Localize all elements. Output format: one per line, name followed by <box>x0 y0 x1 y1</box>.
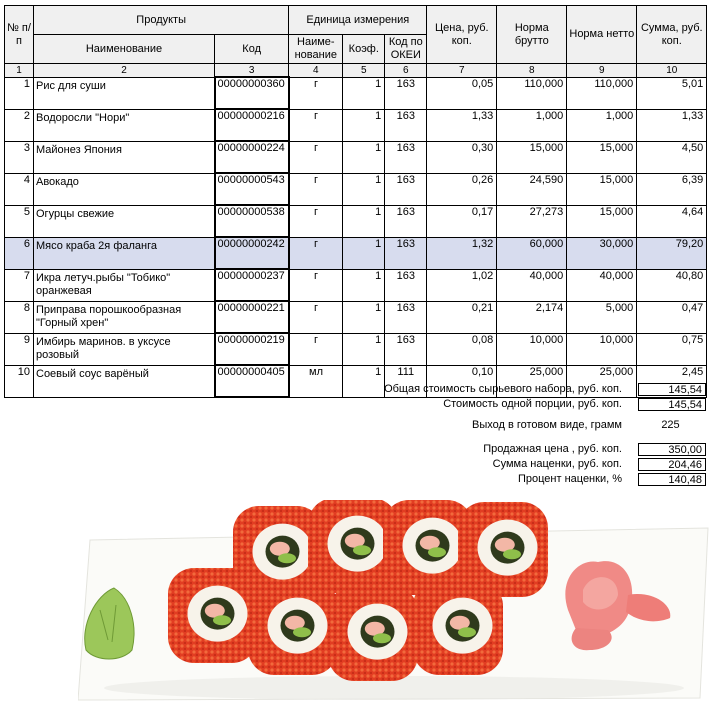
header-sum: Сумма, руб. коп. <box>637 6 707 64</box>
price-cell[interactable]: 0,10 <box>427 365 497 397</box>
unit-name[interactable]: г <box>289 173 343 205</box>
price-cell[interactable]: 0,05 <box>427 77 497 109</box>
row-number[interactable]: 1 <box>5 77 34 109</box>
yield-row <box>472 418 706 432</box>
ingredient-code[interactable]: 00000000360 <box>215 77 289 109</box>
unit-coef[interactable]: 1 <box>343 365 385 397</box>
row-number[interactable]: 5 <box>5 205 34 237</box>
column-number: 4 <box>289 64 343 78</box>
gross-cell[interactable]: 110,000 <box>497 77 567 109</box>
price-cell[interactable]: 1,33 <box>427 109 497 141</box>
column-number: 6 <box>385 64 427 78</box>
net-cell[interactable]: 15,000 <box>567 205 637 237</box>
column-number: 1 <box>5 64 34 78</box>
sum-cell[interactable]: 5,01 <box>637 77 707 109</box>
gross-cell[interactable]: 27,273 <box>497 205 567 237</box>
unit-coef[interactable]: 1 <box>343 269 385 301</box>
okei-code[interactable]: 163 <box>385 237 427 269</box>
ingredient-name[interactable]: Икра летуч.рыбы "Тобико" оранжевая <box>34 269 215 301</box>
markup-sum-value[interactable]: 204,46 <box>638 458 706 471</box>
sushi-roll <box>168 568 258 663</box>
yield-label: Выход в готовом виде, грамм <box>471 419 622 431</box>
sushi-roll <box>413 580 503 675</box>
unit-name[interactable]: г <box>289 269 343 301</box>
okei-code[interactable]: 163 <box>385 301 427 333</box>
ingredient-code[interactable]: 00000000219 <box>215 333 289 365</box>
unit-name[interactable]: г <box>289 301 343 333</box>
price-cell[interactable]: 0,21 <box>427 301 497 333</box>
sushi-roll <box>328 586 418 681</box>
total-cost-row <box>384 382 706 396</box>
unit-name[interactable]: г <box>289 205 343 237</box>
unit-coef[interactable]: 1 <box>343 205 385 237</box>
header-coef: Коэф. <box>343 35 385 64</box>
okei-code[interactable]: 163 <box>385 269 427 301</box>
sushi-roll <box>248 580 338 675</box>
ingredient-name[interactable]: Приправа порошкообразная "Горный хрен" <box>34 301 215 333</box>
ingredient-name[interactable]: Авокадо <box>34 173 215 205</box>
ingredient-code[interactable]: 00000000221 <box>215 301 289 333</box>
ingredient-code[interactable]: 00000000216 <box>215 109 289 141</box>
okei-code[interactable]: 111 <box>385 365 427 397</box>
okei-code[interactable]: 163 <box>385 173 427 205</box>
ingredient-name[interactable]: Соевый соус варёный <box>34 365 215 397</box>
row-number[interactable]: 7 <box>5 269 34 301</box>
unit-name[interactable]: г <box>289 77 343 109</box>
header-no: № п/п <box>5 6 34 64</box>
net-cell[interactable]: 25,000 <box>567 365 637 397</box>
sum-cell[interactable]: 6,39 <box>637 173 707 205</box>
table-row[interactable] <box>5 173 707 205</box>
ingredient-name[interactable]: Водоросли "Нори" <box>34 109 215 141</box>
price-cell[interactable]: 0,30 <box>427 141 497 173</box>
total-cost-value[interactable]: 145,54 <box>638 383 706 396</box>
sushi-rolls-photo <box>78 500 712 705</box>
net-cell[interactable]: 110,000 <box>567 77 637 109</box>
ingredient-code[interactable]: 00000000543 <box>215 173 289 205</box>
column-number: 10 <box>637 64 707 78</box>
column-numbers-row <box>5 64 707 78</box>
sale-price-label: Продажная цена , руб. коп. <box>483 443 622 455</box>
okei-code[interactable]: 163 <box>385 141 427 173</box>
ingredient-name[interactable]: Огурцы свежие <box>34 205 215 237</box>
header-code: Код <box>215 35 289 64</box>
unit-name[interactable]: г <box>289 141 343 173</box>
ingredient-name[interactable]: Майонез Япония <box>34 141 215 173</box>
ingredient-code[interactable]: 00000000242 <box>215 237 289 269</box>
gross-cell[interactable]: 10,000 <box>497 333 567 365</box>
table-row[interactable] <box>5 205 707 237</box>
net-cell[interactable]: 15,000 <box>567 173 637 205</box>
unit-name[interactable]: мл <box>289 365 343 397</box>
markup-sum-row <box>493 457 706 471</box>
okei-code[interactable]: 163 <box>385 205 427 237</box>
net-cell[interactable]: 1,000 <box>567 109 637 141</box>
header-net: Норма нетто <box>567 6 637 64</box>
price-cell[interactable]: 0,08 <box>427 333 497 365</box>
ingredient-name[interactable]: Мясо краба 2я фаланга <box>34 237 215 269</box>
total-cost-label: Общая стоимость сырьевого набора, руб. коп. <box>384 383 622 395</box>
markup-pct-value[interactable]: 140,48 <box>638 473 706 486</box>
column-number: 2 <box>34 64 215 78</box>
column-number: 8 <box>497 64 567 78</box>
row-number[interactable]: 3 <box>5 141 34 173</box>
table-row[interactable] <box>5 301 707 333</box>
row-number[interactable]: 8 <box>5 301 34 333</box>
price-cell[interactable]: 0,26 <box>427 173 497 205</box>
header-gross: Норма брутто <box>497 6 567 64</box>
table-row[interactable] <box>5 141 707 173</box>
sum-cell[interactable]: 0,75 <box>637 333 707 365</box>
header-okei: Код по ОКЕИ <box>385 35 427 64</box>
price-cell[interactable]: 1,32 <box>427 237 497 269</box>
row-number[interactable]: 4 <box>5 173 34 205</box>
sum-cell[interactable]: 2,45 <box>637 365 707 397</box>
unit-name[interactable]: г <box>289 333 343 365</box>
sum-cell[interactable]: 4,50 <box>637 141 707 173</box>
markup-pct-row <box>518 472 706 486</box>
header-price: Цена, руб. коп. <box>427 6 497 64</box>
gross-cell[interactable]: 40,000 <box>497 269 567 301</box>
header-unit-group: Единица измерения <box>289 6 427 35</box>
row-number[interactable]: 9 <box>5 333 34 365</box>
table-row[interactable] <box>5 333 707 365</box>
net-cell[interactable]: 15,000 <box>567 141 637 173</box>
ingredient-rows <box>5 77 707 397</box>
unit-coef[interactable]: 1 <box>343 237 385 269</box>
table-row[interactable] <box>5 269 707 301</box>
unit-coef[interactable]: 1 <box>343 173 385 205</box>
price-cell[interactable]: 0,17 <box>427 205 497 237</box>
ingredient-name[interactable]: Рис для суши <box>34 77 215 109</box>
net-cell[interactable]: 40,000 <box>567 269 637 301</box>
sushi-rolls-group <box>168 500 548 681</box>
sum-cell[interactable]: 1,33 <box>637 109 707 141</box>
okei-code[interactable]: 163 <box>385 77 427 109</box>
ingredient-code[interactable]: 00000000224 <box>215 141 289 173</box>
unit-coef[interactable]: 1 <box>343 141 385 173</box>
ingredient-name[interactable]: Имбирь маринов. в уксусе розовый <box>34 333 215 365</box>
column-number: 7 <box>427 64 497 78</box>
portion-cost-label: Стоимость одной порции, руб. коп. <box>443 398 622 410</box>
portion-cost-value[interactable]: 145,54 <box>638 398 706 411</box>
sale-price-row <box>483 442 706 456</box>
table-row[interactable] <box>5 237 707 269</box>
sum-cell[interactable]: 0,47 <box>637 301 707 333</box>
markup-sum-label: Сумма наценки, руб. коп. <box>492 458 622 470</box>
net-cell[interactable]: 30,000 <box>567 237 637 269</box>
unit-coef[interactable]: 1 <box>343 333 385 365</box>
gross-cell[interactable]: 60,000 <box>497 237 567 269</box>
unit-coef[interactable]: 1 <box>343 109 385 141</box>
gross-cell[interactable]: 25,000 <box>497 365 567 397</box>
unit-coef[interactable]: 1 <box>343 77 385 109</box>
price-cell[interactable]: 1,02 <box>427 269 497 301</box>
row-number[interactable]: 2 <box>5 109 34 141</box>
ingredient-code[interactable]: 00000000237 <box>215 269 289 301</box>
okei-code[interactable]: 163 <box>385 109 427 141</box>
unit-coef[interactable]: 1 <box>343 301 385 333</box>
tech-card-table <box>4 5 707 398</box>
row-number[interactable]: 10 <box>5 365 34 397</box>
net-cell[interactable]: 10,000 <box>567 333 637 365</box>
sum-cell[interactable]: 40,80 <box>637 269 707 301</box>
net-cell[interactable]: 5,000 <box>567 301 637 333</box>
unit-name[interactable]: г <box>289 237 343 269</box>
gross-cell[interactable]: 24,590 <box>497 173 567 205</box>
column-number: 9 <box>567 64 637 78</box>
unit-name[interactable]: г <box>289 109 343 141</box>
yield-value[interactable]: 225 <box>661 418 680 431</box>
sum-cell[interactable]: 4,64 <box>637 205 707 237</box>
gross-cell[interactable]: 2,174 <box>497 301 567 333</box>
column-number: 5 <box>343 64 385 78</box>
portion-cost-row <box>443 397 706 411</box>
header-products: Продукты <box>34 6 289 35</box>
ingredient-code[interactable]: 00000000405 <box>215 365 289 397</box>
sale-price-value[interactable]: 350,00 <box>638 443 706 456</box>
table-row[interactable] <box>5 109 707 141</box>
markup-pct-label: Процент наценки, % <box>517 473 622 485</box>
sum-cell[interactable]: 79,20 <box>637 237 707 269</box>
gross-cell[interactable]: 15,000 <box>497 141 567 173</box>
table-row[interactable] <box>5 77 707 109</box>
column-number: 3 <box>215 64 289 78</box>
header-name: Наименование <box>34 35 215 64</box>
row-number[interactable]: 6 <box>5 237 34 269</box>
okei-code[interactable]: 163 <box>385 333 427 365</box>
gross-cell[interactable]: 1,000 <box>497 109 567 141</box>
header-unit-name: Наиме- нование <box>289 35 343 64</box>
ingredient-code[interactable]: 00000000538 <box>215 205 289 237</box>
